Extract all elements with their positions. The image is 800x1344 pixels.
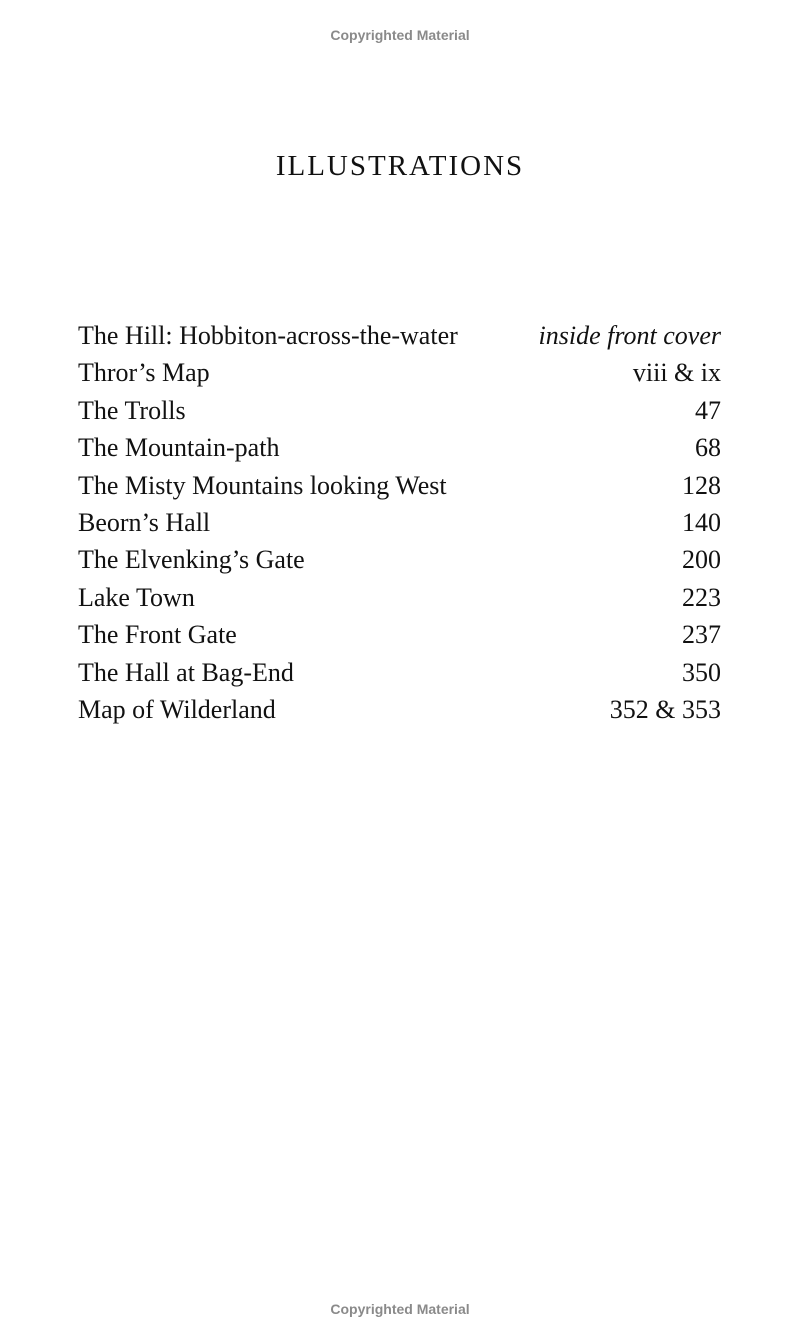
illustration-title: Lake Town	[78, 582, 195, 612]
illustration-page: viii & ix	[632, 358, 721, 388]
illustration-page: 47	[695, 395, 721, 425]
illustration-title: Thror’s Map	[78, 358, 210, 388]
list-item	[78, 616, 721, 653]
illustration-title: The Trolls	[78, 395, 186, 425]
illustration-page: inside front cover	[538, 321, 721, 350]
page-title: ILLUSTRATIONS	[275, 150, 525, 182]
illustration-page: 128	[682, 470, 721, 500]
list-item	[78, 579, 721, 616]
illustration-page: 352 & 353	[609, 694, 721, 724]
list-item	[78, 654, 721, 691]
list-item	[78, 541, 721, 578]
list-item	[78, 429, 721, 466]
illustration-title: The Misty Mountains looking West	[78, 470, 447, 500]
illustration-title: The Elvenking’s Gate	[78, 545, 305, 575]
illustration-page: 223	[682, 582, 721, 612]
illustration-page: 200	[682, 545, 721, 575]
illustration-page: 68	[695, 433, 721, 463]
list-item	[78, 392, 721, 429]
illustration-title: The Mountain-path	[78, 433, 280, 463]
copyright-watermark-top: Copyrighted Material	[330, 27, 470, 43]
illustration-title: The Hill: Hobbiton-across-the-water	[78, 321, 458, 350]
illustration-page: 140	[682, 507, 721, 537]
illustration-title: Map of Wilderland	[78, 694, 276, 724]
illustration-title: The Front Gate	[78, 620, 237, 650]
list-item	[78, 504, 721, 541]
list-item	[78, 691, 721, 728]
list-item	[78, 467, 721, 504]
illustration-page: 237	[682, 620, 721, 650]
illustrations-list	[78, 317, 721, 728]
illustration-title: Beorn’s Hall	[78, 507, 211, 537]
list-item	[78, 317, 721, 354]
illustration-title: The Hall at Bag-End	[78, 657, 294, 687]
illustration-page: 350	[682, 657, 721, 687]
list-item	[78, 354, 721, 391]
copyright-watermark-bottom: Copyrighted Material	[330, 1301, 470, 1317]
